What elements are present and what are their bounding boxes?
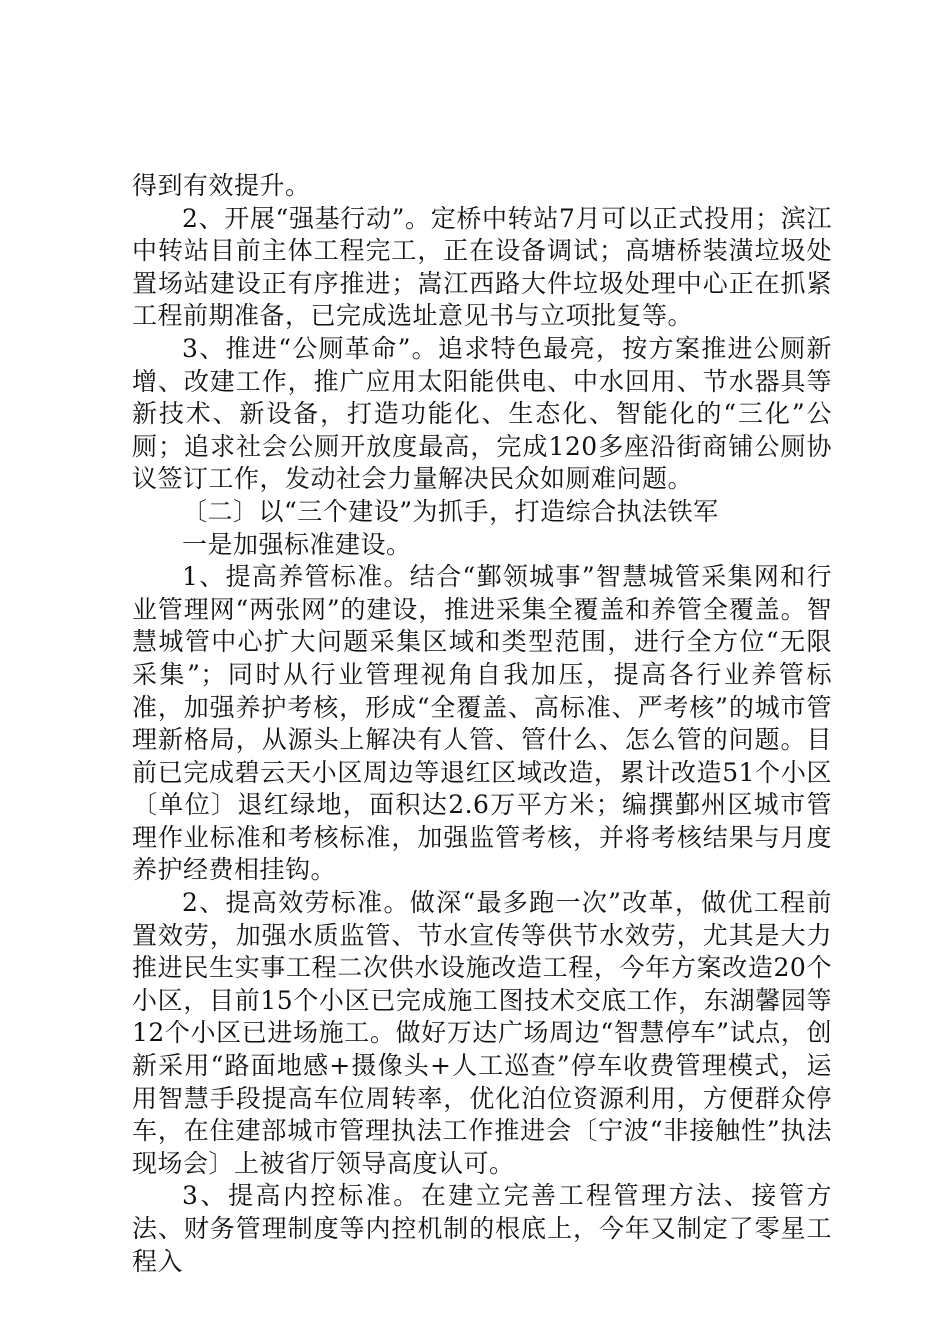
document-body [132,170,832,1278]
paragraph-service-standards: 2、提高效劳标准。做深“最多跑一次”改革，做优工程前置效劳，加强水质监管、节水宣传等供节水效劳，尤其是大力推进民生实事工程二次供水设施改造工程，今年方案改造20个小区，目前15个小区已完成施工图技术交底工作，东湖馨园等12个小区已进场施工。做好万达广场周边“智慧停车”试点，创新采用“路面地感+摄像头+人工巡查”停车收费管理模式，运用智慧手段提高车位周转率，优化泊位资源利用，方便群众停车，在住建部城市管理执法工作推进会〔宁波“非接触性”执法现场会〕上被省厅领导高度认可。 [132,888,832,1178]
paragraph-toilet-revolution: 3、推进“公厕革命”。追求特色最亮，按方案推进公厕新增、改建工作，推广应用太阳能供电、中水回用、节水器具等新技术、新设备，打造功能化、生态化、智能化的“三化”公厕；追求社会公厕开放度最高，完成120多座沿街商铺公厕协议签订工作，发动社会力量解决民众如厕难问题。 [132,333,832,494]
paragraph-maintenance-standards: 1、提高养管标准。结合“鄞领城事”智慧城管采集网和行业管理网“两张网”的建设，推进采集全覆盖和养管全覆盖。智慧城管中心扩大问题采集区域和类型范围，进行全方位“无限采集”；同时从行业管理视角自我加压，提高各行业养管标准，加强养护考核，形成“全覆盖、高标准、严考核”的城市管理新格局，从源头上解决有人管、管什么、怎么管的问题。目前已完成碧云天小区周边等退红区域改造，累计改造51个小区〔单位〕退红绿地，面积达2.6万平方米；编撰鄞州区城市管理作业标准和考核标准，加强监管考核，并将考核结果与月度养护经费相挂钩。 [132,562,832,885]
paragraph-internal-control-standards: 3、提高内控标准。在建立完善工程管理方法、接管方法、财务管理制度等内控机制的根底上，今年又制定了零星工程入 [132,1181,832,1276]
section-heading-three-constructions: 〔二〕以“三个建设”为抓手，打造综合执法铁军 [182,496,719,526]
paragraph-strengthen-foundation: 2、开展“强基行动”。定桥中转站7月可以正式投用；滨江中转站目前主体工程完工，正在设备调试；高塘桥装潢垃圾处置场站建设正有序推进；嵩江西路大件垃圾处理中心正在抓紧工程前期准备，已完成选址意见书与立项批复等。 [132,203,832,331]
subheading-standards: 一是加强标准建设。 [182,529,412,559]
paragraph-continuation: 得到有效提升。 [132,171,311,200]
